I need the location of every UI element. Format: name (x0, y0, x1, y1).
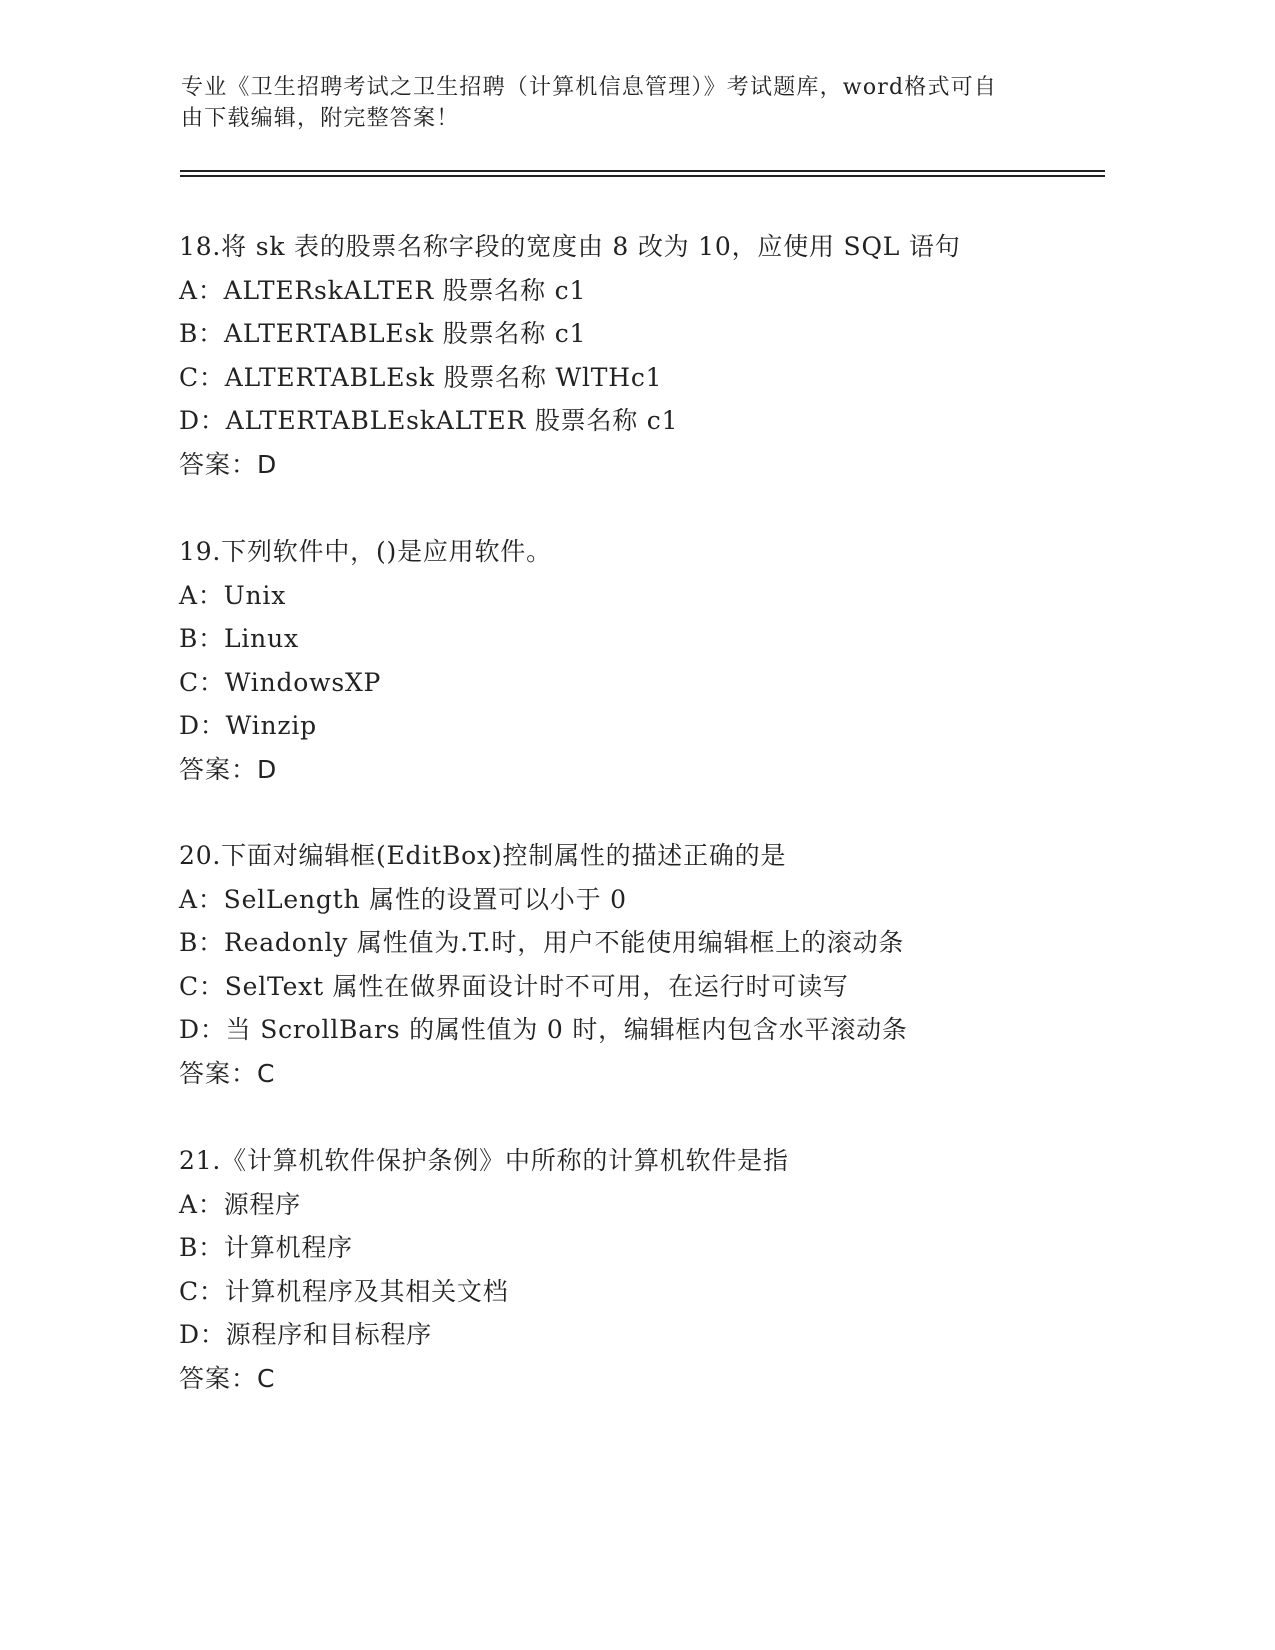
answer: 答案：C (179, 1363, 276, 1393)
question-stem: 20.下面对编辑框(EditBox)控制属性的描述正确的是 (179, 841, 787, 870)
option-a: A：源程序 (179, 1189, 302, 1219)
question-stem: 21.《计算机软件保护条例》中所称的计算机软件是指 (179, 1146, 789, 1175)
option-c: C：ALTERTABLEsk 股票名称 WlTHc1 (179, 362, 663, 392)
option-b: B：Readonly 属性值为.T.时，用户不能使用编辑框上的滚动条 (179, 928, 905, 957)
question-20 (179, 834, 1079, 1095)
option-b: B：ALTERTABLEsk 股票名称 c1 (179, 319, 587, 348)
option-c: C：WindowsXP (179, 667, 382, 697)
option-c: C：SelText 属性在做界面设计时不可用，在运行时可读写 (179, 971, 849, 1001)
question-stem: 18.将 sk 表的股票名称字段的宽度由 8 改为 10，应使用 SQL 语句 (179, 232, 961, 261)
option-b: B：Linux (179, 624, 299, 653)
option-d: D：源程序和目标程序 (179, 1320, 433, 1349)
answer: 答案：D (179, 754, 278, 784)
option-d: D：当 ScrollBars 的属性值为 0 时，编辑框内包含水平滚动条 (179, 1015, 908, 1044)
question-stem: 19.下列软件中，()是应用软件。 (179, 537, 552, 566)
question-19 (179, 530, 1079, 791)
answer: 答案：D (179, 449, 278, 479)
header-line-1: 专业《卫生招聘考试之卫生招聘（计算机信息管理）》考试题库，word格式可自 (181, 75, 998, 100)
option-a: A：Unix (179, 580, 287, 610)
header-divider-top (180, 170, 1105, 172)
header-divider-bottom (180, 175, 1105, 177)
option-a: A：ALTERskALTER 股票名称 c1 (179, 275, 587, 305)
option-a: A：SelLength 属性的设置可以小于 0 (179, 884, 627, 914)
option-c: C：计算机程序及其相关文档 (179, 1276, 509, 1306)
answer: 答案：C (179, 1058, 276, 1088)
option-b: B：计算机程序 (179, 1233, 353, 1262)
option-d: D：ALTERTABLEskALTER 股票名称 c1 (179, 406, 679, 435)
header-line-2: 由下载编辑，附完整答案！ (181, 106, 460, 131)
question-21 (179, 1139, 1079, 1400)
question-18 (179, 225, 1079, 486)
document-header (181, 72, 1041, 134)
option-d: D：Winzip (179, 711, 317, 740)
